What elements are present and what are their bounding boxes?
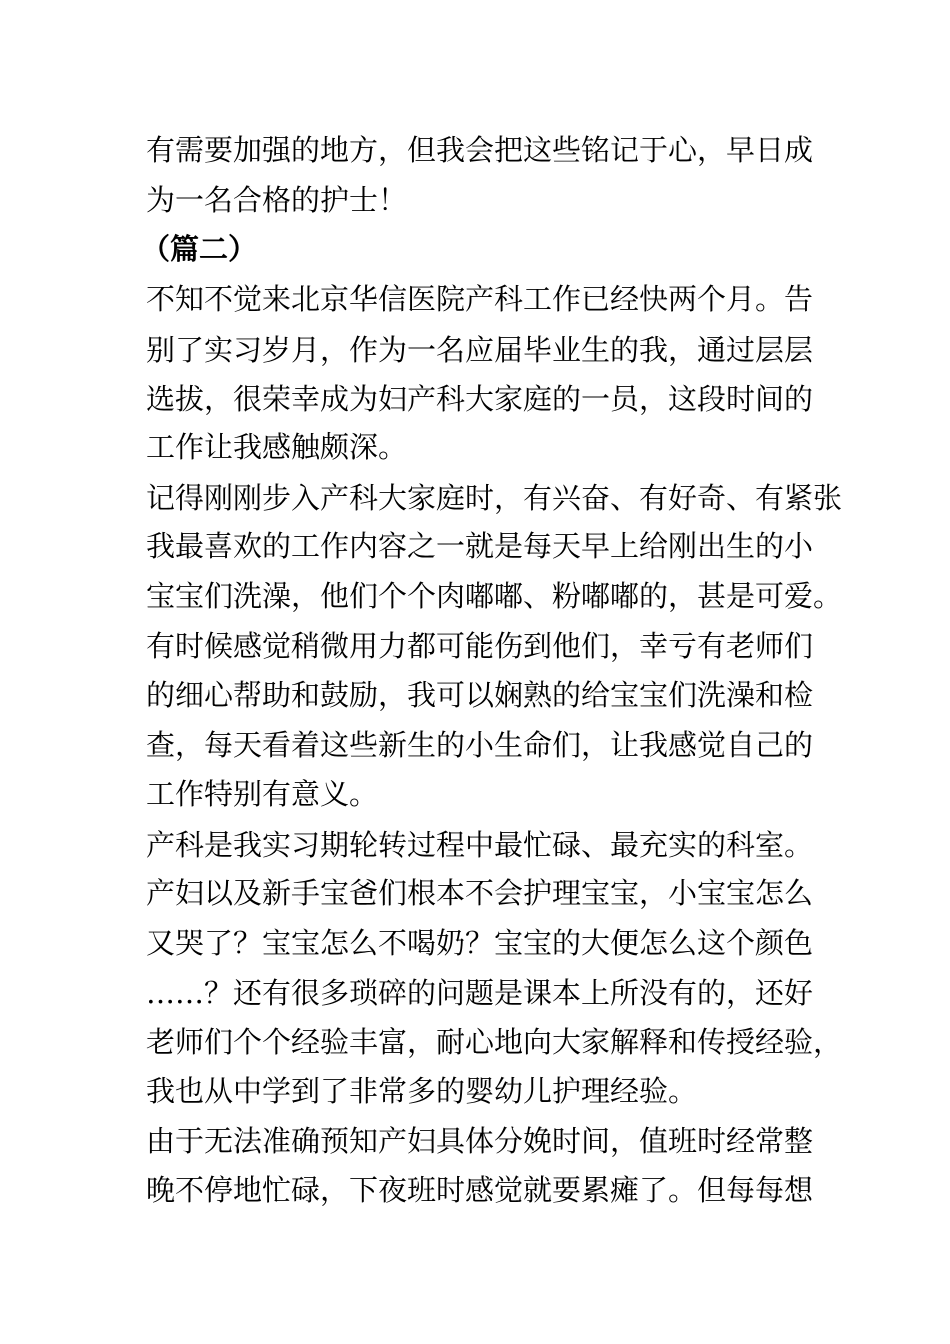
text-line: 不知不觉来北京华信医院产科工作已经快两个月。告 [146,282,814,316]
text-line: 选拔，很荣幸成为妇产科大家庭的一员，这段时间的 [146,382,814,416]
text-line: 工作特别有意义。 [146,777,379,811]
text-line: 有时候感觉稍微用力都可能伤到他们，幸亏有老师们 [146,629,814,663]
text-line: 别了实习岁月，作为一名应届毕业生的我，通过层层 [146,333,814,367]
text-line: 又哭了？宝宝怎么不喝奶？宝宝的大便怎么这个颜色 [146,926,814,960]
text-line: 我也从中学到了非常多的婴幼儿护理经验。 [146,1074,698,1108]
text-line: 产科是我实习期轮转过程中最忙碌、最充实的科室。 [146,828,814,862]
text-line: 我最喜欢的工作内容之一就是每天早上给刚出生的小 [146,529,814,563]
text-line: 产妇以及新手宝爸们根本不会护理宝宝，小宝宝怎么 [146,876,814,910]
text-line: ……？还有很多琐碎的问题是课本上所没有的，还好 [146,976,814,1010]
text-line: 由于无法准确预知产妇具体分娩时间，值班时经常整 [146,1124,814,1158]
text-line: 宝宝们洗澡，他们个个肉嘟嘟、粉嘟嘟的，甚是可爱。 [146,579,843,613]
text-line: 晚不停地忙碌，下夜班时感觉就要累瘫了。但每每想 [146,1173,814,1207]
section-heading: （篇二） [141,232,258,266]
text-line: 老师们个个经验丰富，耐心地向大家解释和传授经验， [146,1025,843,1059]
text-line: 有需要加强的地方，但我会把这些铭记于心，早日成 [146,133,814,167]
text-line: 为一名合格的护士！ [146,183,408,217]
text-line: 的细心帮助和鼓励，我可以娴熟的给宝宝们洗澡和检 [146,678,814,712]
text-line: 工作让我感触颇深。 [146,430,408,464]
text-line: 记得刚刚步入产科大家庭时，有兴奋、有好奇、有紧张 [146,481,843,515]
text-line: 查，每天看着这些新生的小生命们，让我感觉自己的 [146,728,814,762]
